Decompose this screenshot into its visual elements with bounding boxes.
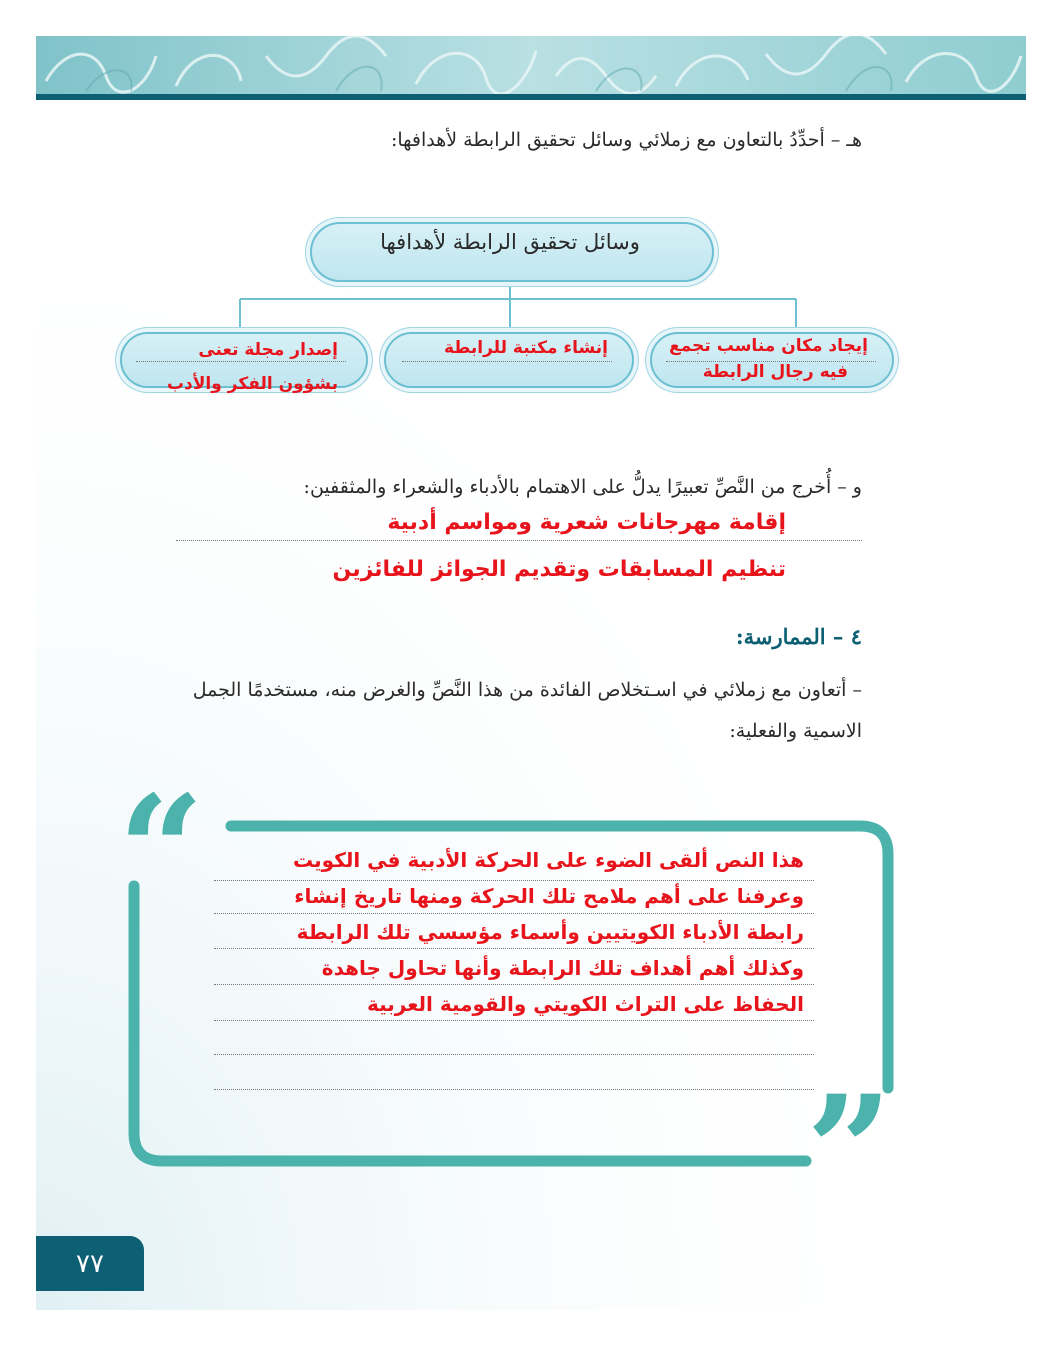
close-quote-icon: ” (806, 1063, 893, 1239)
page (36, 36, 1026, 1310)
question-w-answer-1: إقامة مهرجانات شعرية ومواسم أدبية (387, 510, 786, 535)
diagram-child-2-line1: إنشاء مكتبة للرابطة (444, 338, 608, 358)
practice-answer-line-3: رابطة الأدباء الكويتيين وأسماء مؤسسي تلك الرابطة (296, 920, 804, 944)
diagram-child-3-line2: بشؤون الفكر والأدب (166, 374, 338, 394)
page-number: ٧٧ (36, 1236, 144, 1291)
answer-dotline (214, 1054, 814, 1055)
question-h-text: هـ – أحدِّدُ بالتعاون مع زملائي وسائل تحقيق الرابطة لأهدافها: (390, 129, 862, 151)
open-quote-icon: “ (118, 763, 205, 939)
answer-dotline (402, 361, 612, 362)
answer-dotline (214, 913, 814, 914)
practice-answer-line-2: وعرفنا على أهم ملامح تلك الحركة ومنها تاريخ إنشاء (294, 884, 804, 908)
practice-instruction-line2: الاسمية والفعلية: (729, 720, 862, 742)
question-w-text: و – أُخرج من النَّصِّ تعبيرًا يدلُّ على الاهتمام بالأدباء والشعراء والمثقفين: (303, 476, 862, 498)
answer-dotline (176, 540, 862, 541)
practice-answer-line-1: هذا النص ألقى الضوء على الحركة الأدبية في الكويت (292, 848, 804, 872)
answer-dotline (214, 880, 814, 881)
diagram-child-1-line2: فيه رجال الرابطة (702, 362, 848, 382)
practice-answer-line-4: وكذلك أهم أهداف تلك الرابطة وأنها تحاول جاهدة (321, 956, 804, 980)
diagram-child-3-line1: إصدار مجلة تعنى (198, 340, 338, 360)
practice-answer-line-5: الحفاظ على التراث الكويتي والقومية العربية (366, 992, 804, 1016)
practice-title: ٤ – الممارسة: (735, 624, 862, 649)
diagram-child-1-line1: إيجاد مكان مناسب تجمع (669, 336, 868, 356)
answer-dotline (136, 361, 346, 362)
answer-dotline (214, 1089, 814, 1090)
practice-instruction-line1: – أتعاون مع زملائي في اسـتخلاص الفائدة من هذا النَّصِّ والغرض منه، مستخدمًا الجمل (192, 679, 862, 701)
answer-dotline (214, 948, 814, 949)
question-w-answer-2: تنظيم المسابقات وتقديم الجوائز للفائزين (332, 557, 786, 582)
answer-dotline (214, 984, 814, 985)
diagram-root-label: وسائل تحقيق الرابطة لأهدافها (380, 230, 640, 254)
answer-dotline (214, 1020, 814, 1021)
